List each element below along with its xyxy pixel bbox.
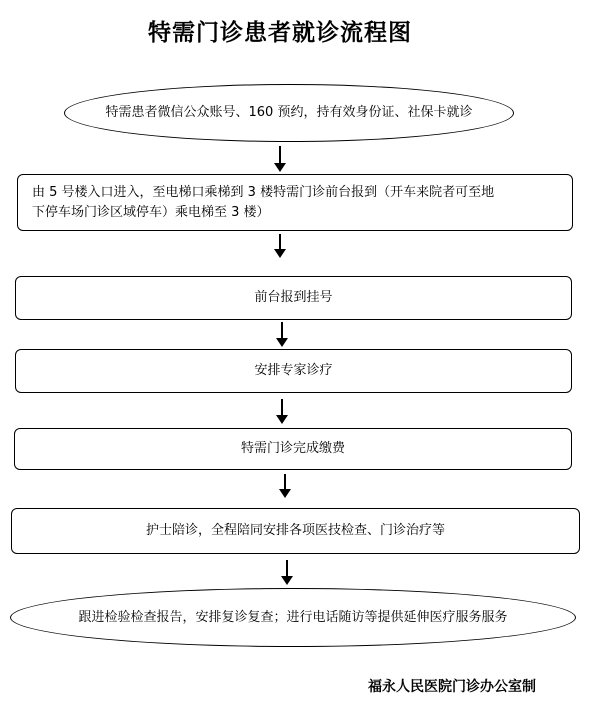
flow-arrow-5 [279, 474, 291, 498]
flow-arrow-3 [276, 322, 288, 347]
flow-step-5-payment [14, 428, 572, 470]
flow-step-4-consultation [15, 349, 572, 393]
flow-step-3-label: 前台报到挂号 [254, 290, 333, 305]
flow-arrow-2 [274, 234, 286, 258]
flow-step-2-entrance [17, 174, 573, 231]
flow-step-1-label: 特需患者微信公众账号、160 预约，持有效身份证、社保卡就诊 [105, 105, 473, 120]
flow-step-5-label: 特需门诊完成缴费 [240, 441, 345, 456]
page-title: 特需门诊患者就诊流程图 [148, 20, 412, 46]
flow-step-4-label: 安排专家诊疗 [254, 363, 333, 378]
flow-arrow-4 [276, 399, 288, 424]
flow-arrow-6 [281, 560, 293, 585]
flow-step-1-appointment [64, 84, 514, 142]
footer-credit: 福永人民医院门诊办公室制 [368, 679, 536, 695]
flow-step-7-label: 跟进检验检查报告，安排复诊复查；进行电话随访等提供延伸医疗服务服务 [78, 609, 508, 625]
flow-arrow-1 [274, 146, 286, 172]
flow-step-6-label: 护士陪诊，全程陪同安排各项医技检查、门诊治疗等 [145, 523, 445, 538]
flow-step-2-label: 由 5 号楼入口进入，至电梯口乘梯到 3 楼特需门诊前台报到（开车来院者可至地下停车场门诊区域停车）乘电梯至 3 楼） [32, 184, 495, 220]
flow-step-7-follow-up [10, 588, 576, 647]
flow-step-6-nurse-escort [11, 508, 580, 554]
flow-step-3-registration [15, 276, 572, 320]
